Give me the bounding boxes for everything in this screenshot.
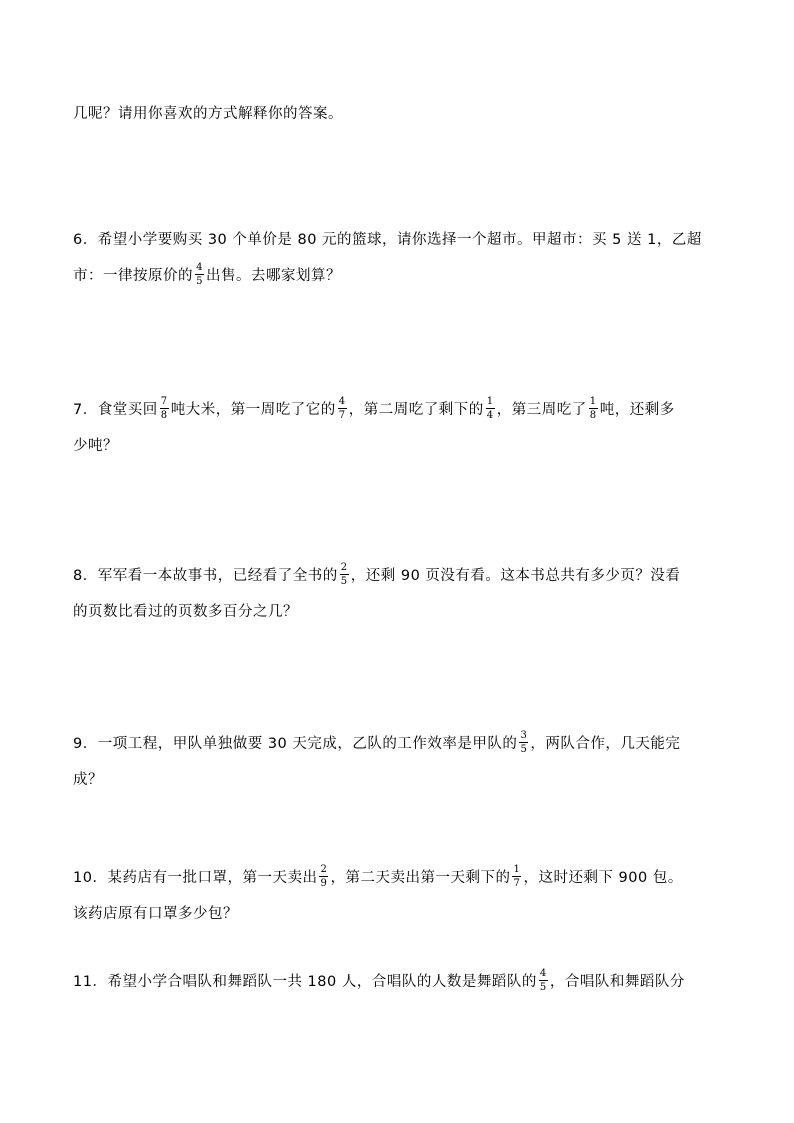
fraction-denominator: 9 bbox=[320, 877, 328, 889]
q11-text-b: ，合唱队和舞蹈队分 bbox=[549, 973, 685, 990]
q9-text-2: 成？ bbox=[73, 771, 103, 788]
q7-fraction-1-4 bbox=[486, 396, 495, 421]
q7-line-1 bbox=[73, 390, 723, 426]
fraction-denominator: 7 bbox=[513, 877, 521, 889]
q7-fraction-4-7 bbox=[338, 396, 347, 421]
q8-text-a: 8．军军看一本故事书，已经看了全书的 bbox=[73, 567, 338, 584]
q7-text-2: 少吨？ bbox=[73, 437, 118, 454]
fraction-numerator: 2 bbox=[320, 863, 328, 875]
fraction-numerator: 2 bbox=[340, 561, 348, 573]
q7-text-d: ，第三周吃了 bbox=[496, 401, 587, 418]
q6-line-2 bbox=[73, 256, 723, 292]
fraction-denominator: 5 bbox=[539, 981, 547, 993]
q7-line-2 bbox=[73, 426, 723, 462]
q10-text-b: ，第二天卖出第一天剩下的 bbox=[330, 869, 511, 886]
fraction-numerator: 7 bbox=[160, 395, 168, 407]
q9-text-a: 9．一项工程，甲队单独做要 30 天完成，乙队的工作效率是甲队的 bbox=[73, 735, 518, 752]
q10-fraction-1-7 bbox=[512, 864, 521, 889]
q8-line-1 bbox=[73, 556, 723, 592]
fraction-denominator: 5 bbox=[196, 275, 203, 287]
q10-text-c: ，这时还剩下 900 包。 bbox=[523, 869, 683, 886]
q9-line-1 bbox=[73, 724, 723, 760]
fraction-numerator: 1 bbox=[486, 395, 494, 407]
q7-text-c: ，第二周吃了剩下的 bbox=[348, 401, 484, 418]
fraction-denominator: 7 bbox=[338, 409, 346, 421]
q8-text-b: ，还剩 90 页没有看。这本书总共有多少页？没看 bbox=[350, 567, 681, 584]
fraction-numerator: 1 bbox=[589, 395, 597, 407]
q10-line-2 bbox=[73, 894, 723, 930]
q10-text-2: 该药店原有口罩多少包？ bbox=[73, 905, 238, 922]
q9-line-2 bbox=[73, 760, 723, 796]
q10-text-a: 10．某药店有一批口罩，第一天卖出 bbox=[73, 869, 318, 886]
fraction-denominator: 5 bbox=[340, 575, 348, 587]
q5-line-1 bbox=[73, 94, 723, 130]
q7-text-a: 7．食堂买回 bbox=[73, 401, 158, 418]
q10-fraction-2-9 bbox=[319, 864, 328, 889]
q5-text: 几呢？请用你喜欢的方式解释你的答案。 bbox=[73, 105, 343, 122]
q8-fraction-2-5 bbox=[340, 562, 349, 587]
q6-fraction-4-5 bbox=[195, 262, 204, 287]
fraction-numerator: 3 bbox=[520, 729, 528, 741]
fraction-numerator: 4 bbox=[338, 395, 346, 407]
q6-text-1: 6．希望小学要购买 30 个单价是 80 元的篮球，请你选择一个超市。甲超市：买 5 送 1，乙超 bbox=[73, 231, 702, 248]
q11-line-1 bbox=[73, 962, 723, 998]
q7-text-e: 吨，还剩多 bbox=[599, 401, 675, 418]
fraction-denominator: 8 bbox=[160, 409, 168, 421]
q8-line-2 bbox=[73, 592, 723, 628]
q7-fraction-7-8 bbox=[160, 396, 169, 421]
q6-text-2b: 出售。去哪家划算？ bbox=[206, 267, 341, 284]
fraction-denominator: 5 bbox=[520, 743, 528, 755]
q11-fraction-4-5 bbox=[539, 968, 548, 993]
q10-line-1 bbox=[73, 858, 723, 894]
fraction-denominator: 8 bbox=[589, 409, 597, 421]
q6-text-2a: 市：一律按原价的 bbox=[73, 267, 193, 284]
q9-text-b: ，两队合作，几天能完 bbox=[530, 735, 681, 752]
q7-fraction-1-8 bbox=[589, 396, 598, 421]
q6-line-1 bbox=[73, 220, 723, 256]
q9-fraction-3-5 bbox=[519, 730, 528, 755]
q8-text-2: 的页数比看过的页数多百分之几？ bbox=[73, 603, 298, 620]
fraction-denominator: 4 bbox=[486, 409, 494, 421]
fraction-numerator: 4 bbox=[539, 967, 547, 979]
fraction-numerator: 1 bbox=[513, 863, 521, 875]
q7-text-b: 吨大米，第一周吃了它的 bbox=[170, 401, 336, 418]
q11-text-a: 11．希望小学合唱队和舞蹈队一共 180 人，合唱队的人数是舞蹈队的 bbox=[73, 973, 537, 990]
fraction-numerator: 4 bbox=[196, 261, 203, 273]
